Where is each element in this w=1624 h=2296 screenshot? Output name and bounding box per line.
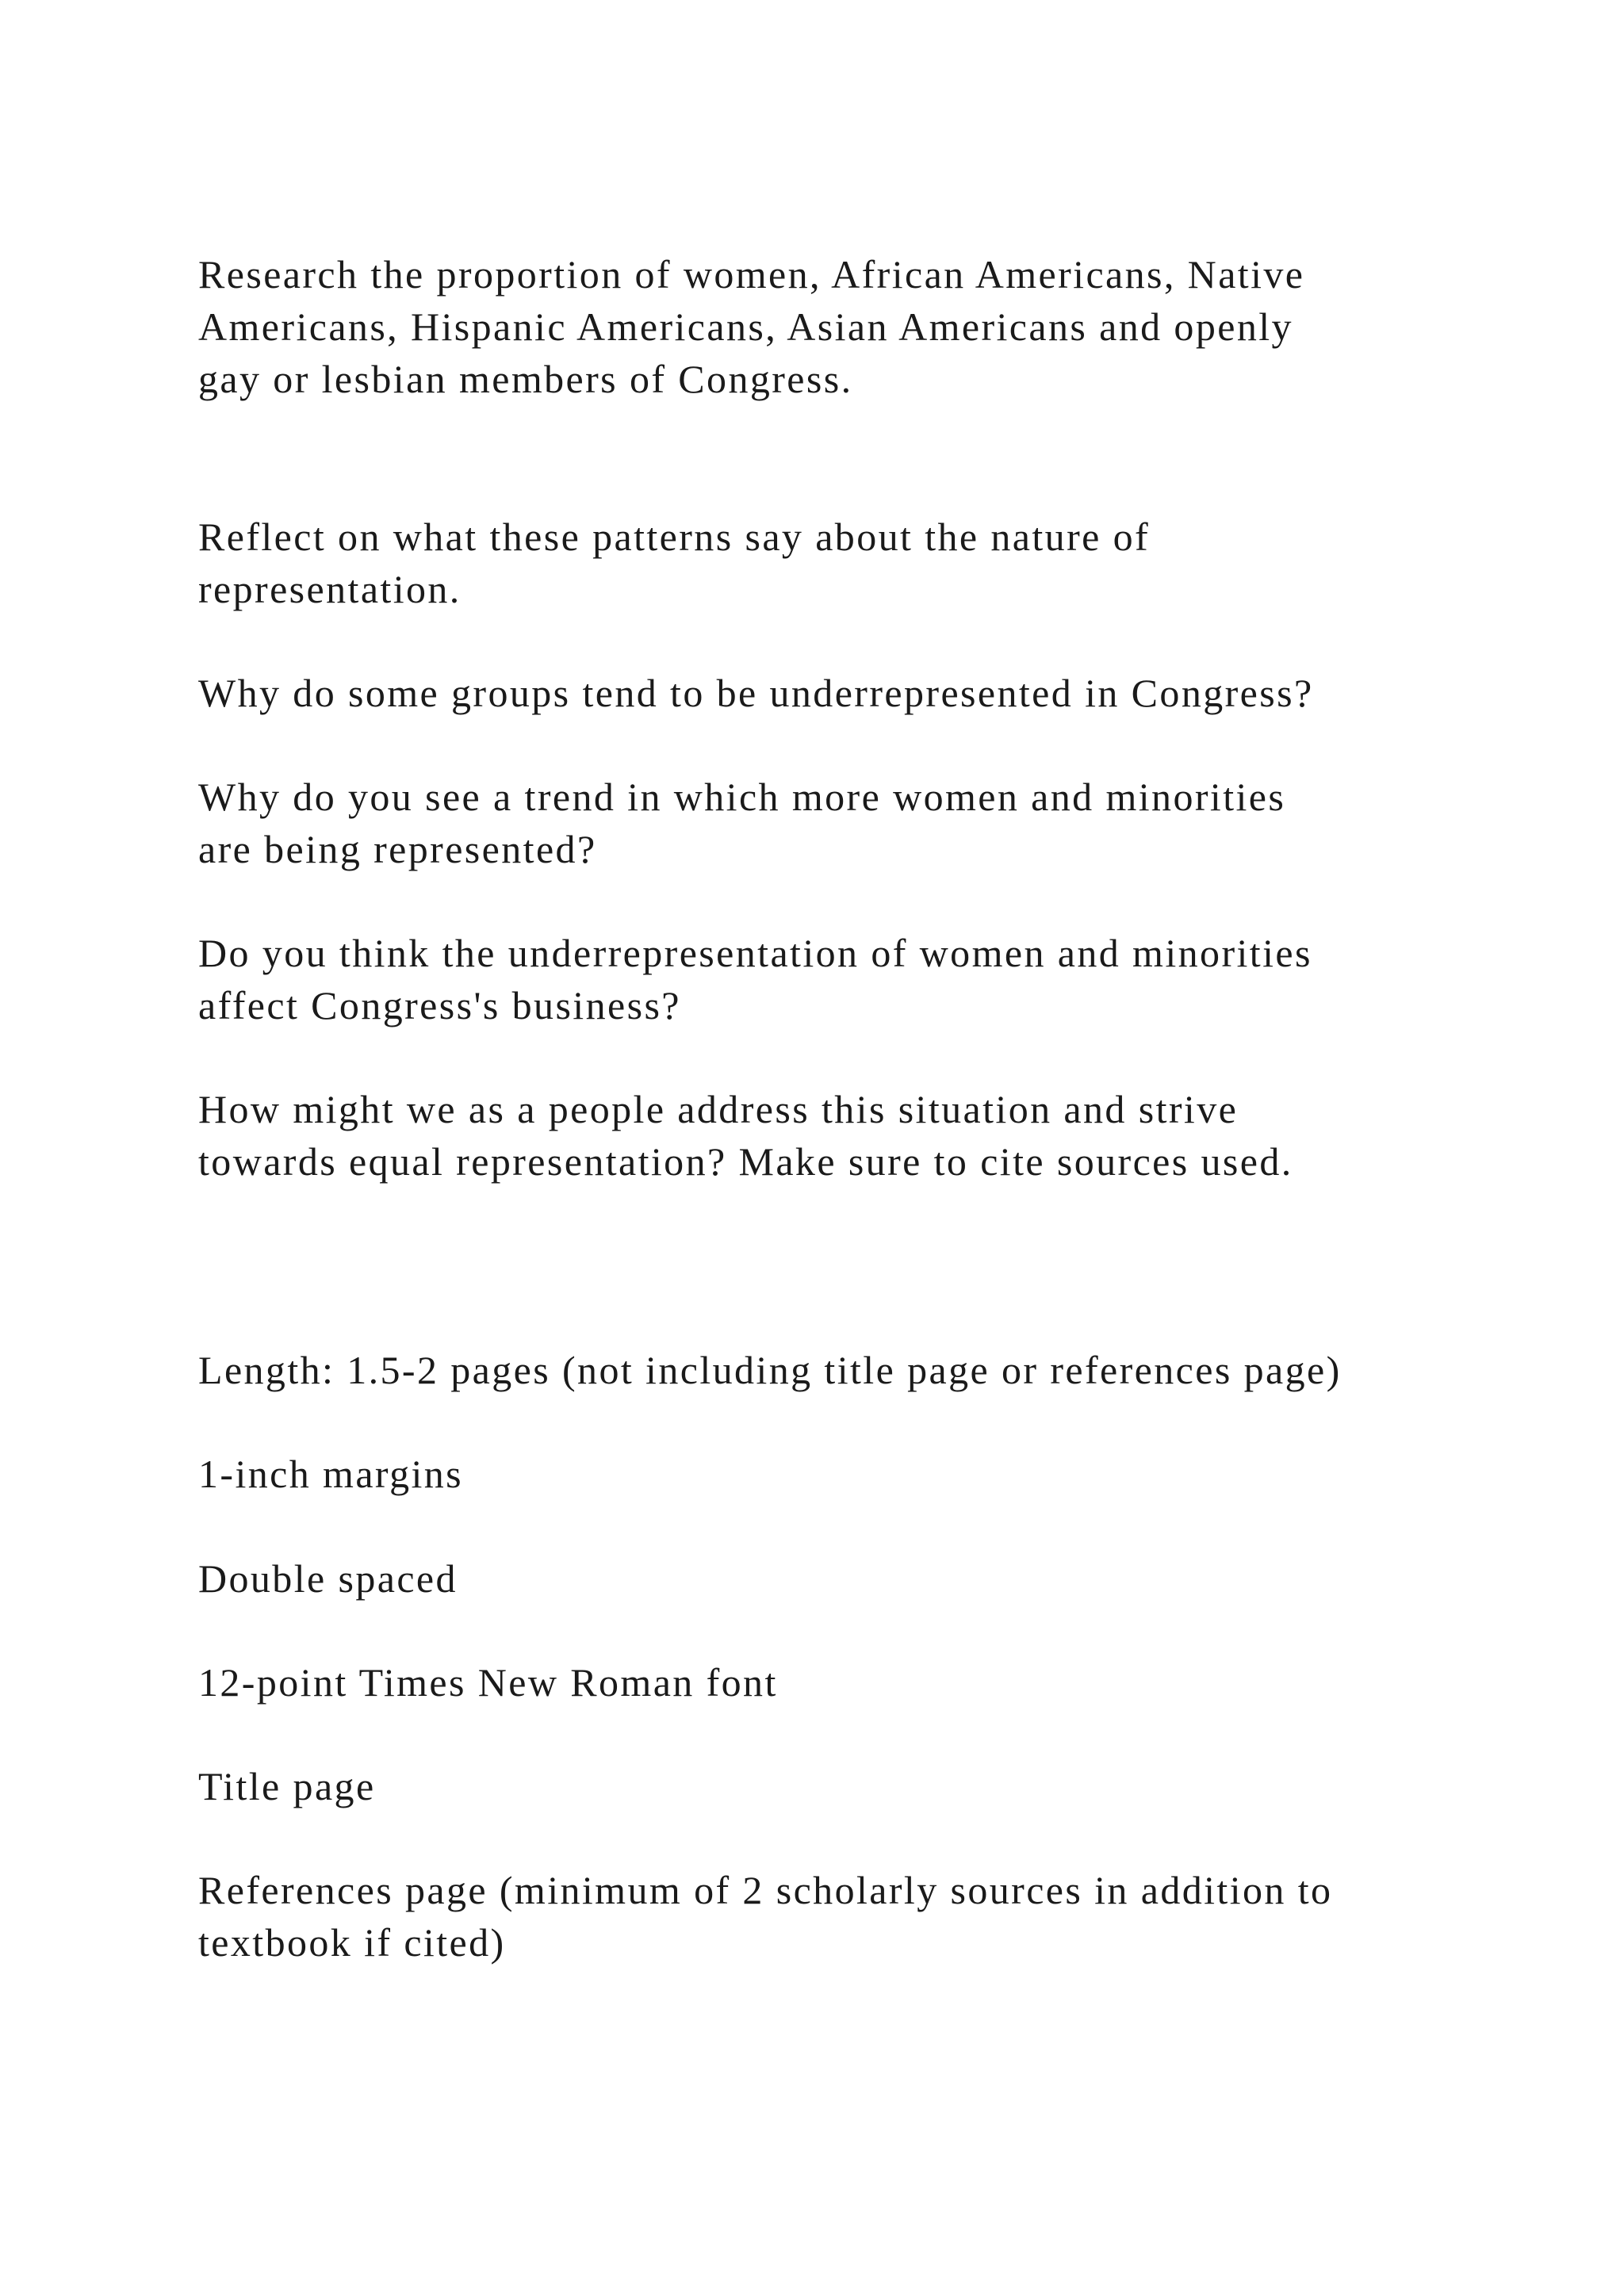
requirement-font bbox=[198, 1656, 778, 1709]
requirement-text: Double spaced bbox=[198, 1556, 458, 1601]
text-line: textbook if cited) bbox=[198, 1920, 506, 1965]
question-affect-business bbox=[198, 927, 1312, 1031]
text-line: towards equal representation? Make sure to cite sources used. bbox=[198, 1139, 1293, 1184]
question-underrepresented bbox=[198, 667, 1314, 719]
research-instruction-paragraph bbox=[198, 248, 1304, 405]
text-line: Research the proportion of women, African Americans, Native bbox=[198, 252, 1305, 297]
question-address-situation bbox=[198, 1083, 1293, 1188]
requirement-references bbox=[198, 1864, 1332, 1969]
text-line: Why do you see a trend in which more women and minorities bbox=[198, 775, 1286, 819]
question-trend bbox=[198, 771, 1285, 875]
text-line: affect Congress's business? bbox=[198, 983, 681, 1027]
text-line: Do you think the underrepresentation of women and minorities bbox=[198, 931, 1312, 975]
text-line: representation. bbox=[198, 567, 462, 611]
text-line: Reflect on what these patterns say about the nature of bbox=[198, 515, 1151, 559]
reflect-paragraph bbox=[198, 511, 1150, 615]
requirement-text: Title page bbox=[198, 1764, 376, 1808]
text-line: gay or lesbian members of Congress. bbox=[198, 357, 853, 401]
text-line: Americans, Hispanic Americans, Asian Americans and openly bbox=[198, 304, 1293, 349]
requirement-text: 12-point Times New Roman font bbox=[198, 1660, 778, 1705]
requirement-margins bbox=[198, 1448, 463, 1500]
requirement-text: 1-inch margins bbox=[198, 1452, 464, 1496]
requirement-length bbox=[198, 1344, 1342, 1396]
text-line: How might we as a people address this situation and strive bbox=[198, 1087, 1239, 1131]
text-line: Why do some groups tend to be underrepresented in Congress? bbox=[198, 671, 1314, 715]
requirement-text: Length: 1.5-2 pages (not including title page or references page) bbox=[198, 1348, 1342, 1392]
requirement-title-page bbox=[198, 1760, 376, 1812]
text-line: are being represented? bbox=[198, 827, 597, 871]
requirement-spacing bbox=[198, 1552, 458, 1605]
text-line: References page (minimum of 2 scholarly sources in addition to bbox=[198, 1868, 1333, 1912]
